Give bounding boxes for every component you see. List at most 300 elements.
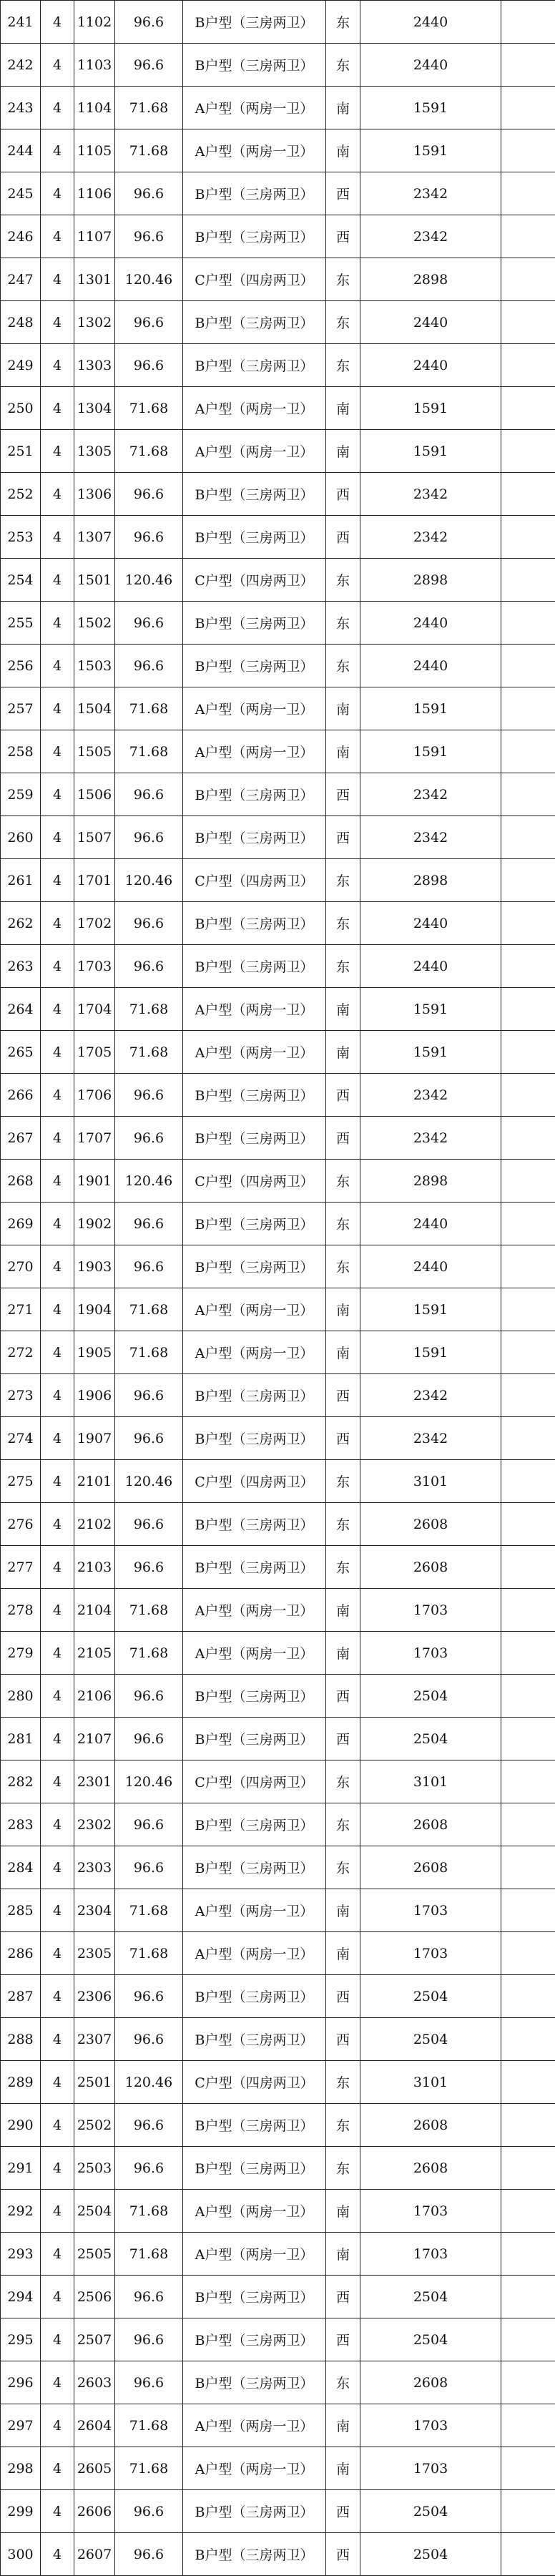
building-cell: 4: [41, 1331, 74, 1374]
price-cell: 1591: [360, 1288, 501, 1331]
building-cell: 4: [41, 1288, 74, 1331]
seq-no-cell: 245: [1, 172, 41, 215]
remark-cell: [501, 1846, 555, 1889]
table-row: [1, 2061, 555, 2104]
area-cell: 96.6: [115, 816, 183, 859]
orientation-cell: 东: [326, 2104, 360, 2147]
price-cell: 1703: [360, 1889, 501, 1932]
remark-cell: [501, 1975, 555, 2018]
unit-type-cell: A户型（两房一卫）: [183, 87, 326, 129]
building-cell: 4: [41, 1245, 74, 1288]
price-cell: 2440: [360, 1203, 501, 1245]
remark-cell: [501, 859, 555, 902]
price-cell: 2608: [360, 2147, 501, 2190]
unit-no-cell: 2506: [74, 2276, 115, 2318]
remark-cell: [501, 1245, 555, 1288]
table-row: [1, 473, 555, 516]
table-row: [1, 1460, 555, 1503]
seq-no-cell: 281: [1, 1718, 41, 1760]
remark-cell: [501, 1803, 555, 1846]
remark-cell: [501, 602, 555, 645]
building-cell: 4: [41, 1718, 74, 1760]
orientation-cell: 南: [326, 1331, 360, 1374]
seq-no-cell: 249: [1, 344, 41, 387]
remark-cell: [501, 1160, 555, 1203]
orientation-cell: 东: [326, 1, 360, 44]
unit-type-cell: A户型（两房一卫）: [183, 1889, 326, 1932]
seq-no-cell: 270: [1, 1245, 41, 1288]
unit-type-cell: B户型（三房两卫）: [183, 1203, 326, 1245]
orientation-cell: 东: [326, 1760, 360, 1803]
table-row: [1, 1245, 555, 1288]
area-cell: 71.68: [115, 1632, 183, 1675]
price-cell: 1703: [360, 2233, 501, 2276]
unit-type-cell: B户型（三房两卫）: [183, 2147, 326, 2190]
table-row: [1, 1975, 555, 2018]
unit-type-cell: B户型（三房两卫）: [183, 1718, 326, 1760]
price-cell: 2608: [360, 1846, 501, 1889]
remark-cell: [501, 1031, 555, 1074]
seq-no-cell: 286: [1, 1932, 41, 1975]
table-row: [1, 1846, 555, 1889]
building-cell: 4: [41, 1160, 74, 1203]
remark-cell: [501, 559, 555, 602]
orientation-cell: 南: [326, 2190, 360, 2233]
unit-type-cell: A户型（两房一卫）: [183, 430, 326, 473]
area-cell: 71.68: [115, 87, 183, 129]
unit-type-cell: B户型（三房两卫）: [183, 1503, 326, 1546]
price-cell: 2608: [360, 1503, 501, 1546]
area-cell: 96.6: [115, 2533, 183, 2576]
table-row: [1, 945, 555, 988]
unit-no-cell: 1307: [74, 516, 115, 559]
orientation-cell: 西: [326, 473, 360, 516]
unit-no-cell: 1904: [74, 1288, 115, 1331]
table-row: [1, 1, 555, 44]
unit-no-cell: 2607: [74, 2533, 115, 2576]
price-cell: 1703: [360, 2190, 501, 2233]
price-cell: 2504: [360, 1975, 501, 2018]
unit-type-cell: A户型（两房一卫）: [183, 129, 326, 172]
unit-type-cell: B户型（三房两卫）: [183, 344, 326, 387]
orientation-cell: 西: [326, 773, 360, 816]
unit-no-cell: 2101: [74, 1460, 115, 1503]
unit-type-cell: B户型（三房两卫）: [183, 2490, 326, 2533]
remark-cell: [501, 1889, 555, 1932]
unit-type-cell: B户型（三房两卫）: [183, 172, 326, 215]
table-row: [1, 773, 555, 816]
unit-type-cell: C户型（四房两卫）: [183, 2061, 326, 2104]
building-cell: 4: [41, 516, 74, 559]
unit-no-cell: 1106: [74, 172, 115, 215]
orientation-cell: 东: [326, 902, 360, 945]
table-row: [1, 2404, 555, 2447]
price-cell: 1703: [360, 2447, 501, 2490]
seq-no-cell: 293: [1, 2233, 41, 2276]
seq-no-cell: 288: [1, 2018, 41, 2061]
table-row: [1, 430, 555, 473]
remark-cell: [501, 387, 555, 430]
unit-no-cell: 2505: [74, 2233, 115, 2276]
unit-type-cell: B户型（三房两卫）: [183, 945, 326, 988]
unit-no-cell: 2107: [74, 1718, 115, 1760]
remark-cell: [501, 2404, 555, 2447]
table-row: [1, 2490, 555, 2533]
seq-no-cell: 298: [1, 2447, 41, 2490]
unit-type-cell: B户型（三房两卫）: [183, 1546, 326, 1589]
area-cell: 120.46: [115, 258, 183, 301]
building-cell: 4: [41, 1117, 74, 1160]
area-cell: 96.6: [115, 1117, 183, 1160]
price-cell: 2504: [360, 1718, 501, 1760]
table-row: [1, 730, 555, 773]
unit-type-cell: B户型（三房两卫）: [183, 2276, 326, 2318]
table-row: [1, 1589, 555, 1632]
remark-cell: [501, 773, 555, 816]
area-cell: 96.6: [115, 2490, 183, 2533]
building-cell: 4: [41, 387, 74, 430]
orientation-cell: 南: [326, 2447, 360, 2490]
unit-no-cell: 1306: [74, 473, 115, 516]
building-cell: 4: [41, 2190, 74, 2233]
area-cell: 96.6: [115, 645, 183, 687]
remark-cell: [501, 473, 555, 516]
area-cell: 120.46: [115, 2061, 183, 2104]
area-cell: 96.6: [115, 773, 183, 816]
building-cell: 4: [41, 344, 74, 387]
seq-no-cell: 250: [1, 387, 41, 430]
orientation-cell: 西: [326, 516, 360, 559]
orientation-cell: 东: [326, 258, 360, 301]
orientation-cell: 东: [326, 559, 360, 602]
remark-cell: [501, 258, 555, 301]
remark-cell: [501, 2490, 555, 2533]
table-row: [1, 2318, 555, 2361]
unit-type-cell: B户型（三房两卫）: [183, 1, 326, 44]
unit-no-cell: 2104: [74, 1589, 115, 1632]
unit-no-cell: 1704: [74, 988, 115, 1031]
price-cell: 2608: [360, 2361, 501, 2404]
price-cell: 3101: [360, 2061, 501, 2104]
unit-no-cell: 2504: [74, 2190, 115, 2233]
area-cell: 71.68: [115, 1589, 183, 1632]
orientation-cell: 南: [326, 988, 360, 1031]
building-cell: 4: [41, 816, 74, 859]
unit-no-cell: 1105: [74, 129, 115, 172]
unit-type-cell: B户型（三房两卫）: [183, 516, 326, 559]
seq-no-cell: 257: [1, 687, 41, 730]
price-cell: 2440: [360, 44, 501, 87]
remark-cell: [501, 1546, 555, 1589]
area-cell: 71.68: [115, 1288, 183, 1331]
table-row: [1, 1932, 555, 1975]
seq-no-cell: 277: [1, 1546, 41, 1589]
unit-no-cell: 1905: [74, 1331, 115, 1374]
area-cell: 96.6: [115, 602, 183, 645]
price-cell: 2342: [360, 516, 501, 559]
unit-type-cell: B户型（三房两卫）: [183, 2361, 326, 2404]
seq-no-cell: 244: [1, 129, 41, 172]
area-cell: 71.68: [115, 2233, 183, 2276]
seq-no-cell: 263: [1, 945, 41, 988]
orientation-cell: 南: [326, 1288, 360, 1331]
price-cell: 2608: [360, 1546, 501, 1589]
orientation-cell: 西: [326, 1718, 360, 1760]
building-cell: 4: [41, 2404, 74, 2447]
orientation-cell: 东: [326, 344, 360, 387]
unit-type-cell: C户型（四房两卫）: [183, 1760, 326, 1803]
building-cell: 4: [41, 87, 74, 129]
table-row: [1, 1546, 555, 1589]
orientation-cell: 东: [326, 645, 360, 687]
building-cell: 4: [41, 2061, 74, 2104]
area-cell: 96.6: [115, 1, 183, 44]
table-row: [1, 1760, 555, 1803]
unit-no-cell: 1304: [74, 387, 115, 430]
remark-cell: [501, 215, 555, 258]
unit-no-cell: 1705: [74, 1031, 115, 1074]
building-cell: 4: [41, 2533, 74, 2576]
area-cell: 96.6: [115, 2147, 183, 2190]
unit-no-cell: 2301: [74, 1760, 115, 1803]
building-cell: 4: [41, 1, 74, 44]
orientation-cell: 东: [326, 1846, 360, 1889]
area-cell: 71.68: [115, 2190, 183, 2233]
seq-no-cell: 265: [1, 1031, 41, 1074]
table-row: [1, 215, 555, 258]
orientation-cell: 东: [326, 1460, 360, 1503]
seq-no-cell: 268: [1, 1160, 41, 1203]
table-row: [1, 1718, 555, 1760]
unit-no-cell: 1507: [74, 816, 115, 859]
price-cell: 1591: [360, 387, 501, 430]
building-cell: 4: [41, 2318, 74, 2361]
building-cell: 4: [41, 687, 74, 730]
seq-no-cell: 242: [1, 44, 41, 87]
orientation-cell: 东: [326, 1546, 360, 1589]
seq-no-cell: 291: [1, 2147, 41, 2190]
unit-no-cell: 1303: [74, 344, 115, 387]
table-row: [1, 129, 555, 172]
orientation-cell: 西: [326, 816, 360, 859]
area-cell: 96.6: [115, 172, 183, 215]
area-cell: 96.6: [115, 516, 183, 559]
remark-cell: [501, 1203, 555, 1245]
building-cell: 4: [41, 1417, 74, 1460]
orientation-cell: 东: [326, 1803, 360, 1846]
unit-type-cell: C户型（四房两卫）: [183, 1160, 326, 1203]
area-cell: 71.68: [115, 2404, 183, 2447]
orientation-cell: 南: [326, 1589, 360, 1632]
building-cell: 4: [41, 1846, 74, 1889]
remark-cell: [501, 1675, 555, 1718]
table-row: [1, 816, 555, 859]
table-row: [1, 988, 555, 1031]
orientation-cell: 东: [326, 1245, 360, 1288]
building-cell: 4: [41, 1760, 74, 1803]
unit-no-cell: 1503: [74, 645, 115, 687]
seq-no-cell: 283: [1, 1803, 41, 1846]
unit-no-cell: 2604: [74, 2404, 115, 2447]
unit-no-cell: 1103: [74, 44, 115, 87]
table-row: [1, 687, 555, 730]
orientation-cell: 东: [326, 1203, 360, 1245]
price-cell: 2440: [360, 945, 501, 988]
orientation-cell: 西: [326, 1074, 360, 1117]
table-row: [1, 1374, 555, 1417]
area-cell: 71.68: [115, 1889, 183, 1932]
price-cell: 1703: [360, 2404, 501, 2447]
unit-type-cell: B户型（三房两卫）: [183, 44, 326, 87]
area-cell: 96.6: [115, 1675, 183, 1718]
area-cell: 96.6: [115, 1846, 183, 1889]
price-cell: 2342: [360, 816, 501, 859]
price-cell: 1591: [360, 687, 501, 730]
unit-type-cell: B户型（三房两卫）: [183, 2318, 326, 2361]
remark-cell: [501, 902, 555, 945]
unit-no-cell: 1301: [74, 258, 115, 301]
price-cell: 1591: [360, 87, 501, 129]
unit-no-cell: 2103: [74, 1546, 115, 1589]
price-cell: 2342: [360, 1117, 501, 1160]
building-cell: 4: [41, 1632, 74, 1675]
price-cell: 1591: [360, 988, 501, 1031]
remark-cell: [501, 1288, 555, 1331]
orientation-cell: 南: [326, 387, 360, 430]
seq-no-cell: 297: [1, 2404, 41, 2447]
remark-cell: [501, 1503, 555, 1546]
unit-no-cell: 2503: [74, 2147, 115, 2190]
unit-no-cell: 2603: [74, 2361, 115, 2404]
price-cell: 2504: [360, 2533, 501, 2576]
price-cell: 2504: [360, 2490, 501, 2533]
unit-type-cell: B户型（三房两卫）: [183, 301, 326, 344]
remark-cell: [501, 344, 555, 387]
building-cell: 4: [41, 1589, 74, 1632]
unit-type-cell: A户型（两房一卫）: [183, 1031, 326, 1074]
seq-no-cell: 259: [1, 773, 41, 816]
area-cell: 96.6: [115, 1803, 183, 1846]
unit-no-cell: 1703: [74, 945, 115, 988]
remark-cell: [501, 516, 555, 559]
unit-no-cell: 1907: [74, 1417, 115, 1460]
unit-no-cell: 2502: [74, 2104, 115, 2147]
remark-cell: [501, 430, 555, 473]
building-cell: 4: [41, 1975, 74, 2018]
table-row: [1, 1160, 555, 1203]
remark-cell: [501, 1460, 555, 1503]
building-cell: 4: [41, 1031, 74, 1074]
unit-type-cell: B户型（三房两卫）: [183, 1245, 326, 1288]
remark-cell: [501, 1760, 555, 1803]
table-row: [1, 1417, 555, 1460]
area-cell: 96.6: [115, 1503, 183, 1546]
building-cell: 4: [41, 2147, 74, 2190]
area-cell: 71.68: [115, 129, 183, 172]
table-row: [1, 44, 555, 87]
seq-no-cell: 269: [1, 1203, 41, 1245]
orientation-cell: 东: [326, 945, 360, 988]
price-cell: 2342: [360, 215, 501, 258]
price-cell: 2504: [360, 1675, 501, 1718]
unit-type-cell: B户型（三房两卫）: [183, 1975, 326, 2018]
remark-cell: [501, 2361, 555, 2404]
area-cell: 96.6: [115, 2104, 183, 2147]
price-cell: 2440: [360, 602, 501, 645]
unit-no-cell: 1504: [74, 687, 115, 730]
unit-type-cell: B户型（三房两卫）: [183, 1846, 326, 1889]
unit-type-cell: B户型（三房两卫）: [183, 473, 326, 516]
seq-no-cell: 275: [1, 1460, 41, 1503]
table-row: [1, 2233, 555, 2276]
remark-cell: [501, 1374, 555, 1417]
unit-no-cell: 2303: [74, 1846, 115, 1889]
price-cell: 2342: [360, 773, 501, 816]
orientation-cell: 东: [326, 602, 360, 645]
price-cell: 1591: [360, 430, 501, 473]
seq-no-cell: 289: [1, 2061, 41, 2104]
seq-no-cell: 262: [1, 902, 41, 945]
seq-no-cell: 287: [1, 1975, 41, 2018]
building-cell: 4: [41, 1374, 74, 1417]
seq-no-cell: 284: [1, 1846, 41, 1889]
orientation-cell: 南: [326, 87, 360, 129]
table-row: [1, 1675, 555, 1718]
unit-type-cell: B户型（三房两卫）: [183, 645, 326, 687]
area-cell: 71.68: [115, 2447, 183, 2490]
orientation-cell: 东: [326, 859, 360, 902]
unit-type-cell: B户型（三房两卫）: [183, 1074, 326, 1117]
building-cell: 4: [41, 859, 74, 902]
unit-no-cell: 1706: [74, 1074, 115, 1117]
building-cell: 4: [41, 1546, 74, 1589]
building-cell: 4: [41, 2233, 74, 2276]
area-cell: 96.6: [115, 1718, 183, 1760]
price-cell: 2342: [360, 1074, 501, 1117]
orientation-cell: 南: [326, 2404, 360, 2447]
price-cell: 2504: [360, 2318, 501, 2361]
unit-type-cell: A户型（两房一卫）: [183, 2404, 326, 2447]
unit-type-cell: A户型（两房一卫）: [183, 730, 326, 773]
seq-no-cell: 280: [1, 1675, 41, 1718]
area-cell: 96.6: [115, 1975, 183, 2018]
area-cell: 71.68: [115, 1331, 183, 1374]
seq-no-cell: 296: [1, 2361, 41, 2404]
unit-type-cell: A户型（两房一卫）: [183, 387, 326, 430]
price-cell: 1703: [360, 1932, 501, 1975]
remark-cell: [501, 2061, 555, 2104]
table-row: [1, 1803, 555, 1846]
unit-no-cell: 2105: [74, 1632, 115, 1675]
area-cell: 96.6: [115, 1203, 183, 1245]
area-cell: 96.6: [115, 902, 183, 945]
remark-cell: [501, 1632, 555, 1675]
seq-no-cell: 256: [1, 645, 41, 687]
orientation-cell: 南: [326, 1031, 360, 1074]
orientation-cell: 东: [326, 44, 360, 87]
orientation-cell: 西: [326, 2318, 360, 2361]
building-cell: 4: [41, 1460, 74, 1503]
remark-cell: [501, 1, 555, 44]
orientation-cell: 西: [326, 1975, 360, 2018]
table-row: [1, 1117, 555, 1160]
price-cell: 3101: [360, 1460, 501, 1503]
unit-no-cell: 1107: [74, 215, 115, 258]
remark-cell: [501, 2276, 555, 2318]
seq-no-cell: 247: [1, 258, 41, 301]
building-cell: 4: [41, 129, 74, 172]
table-row: [1, 1889, 555, 1932]
